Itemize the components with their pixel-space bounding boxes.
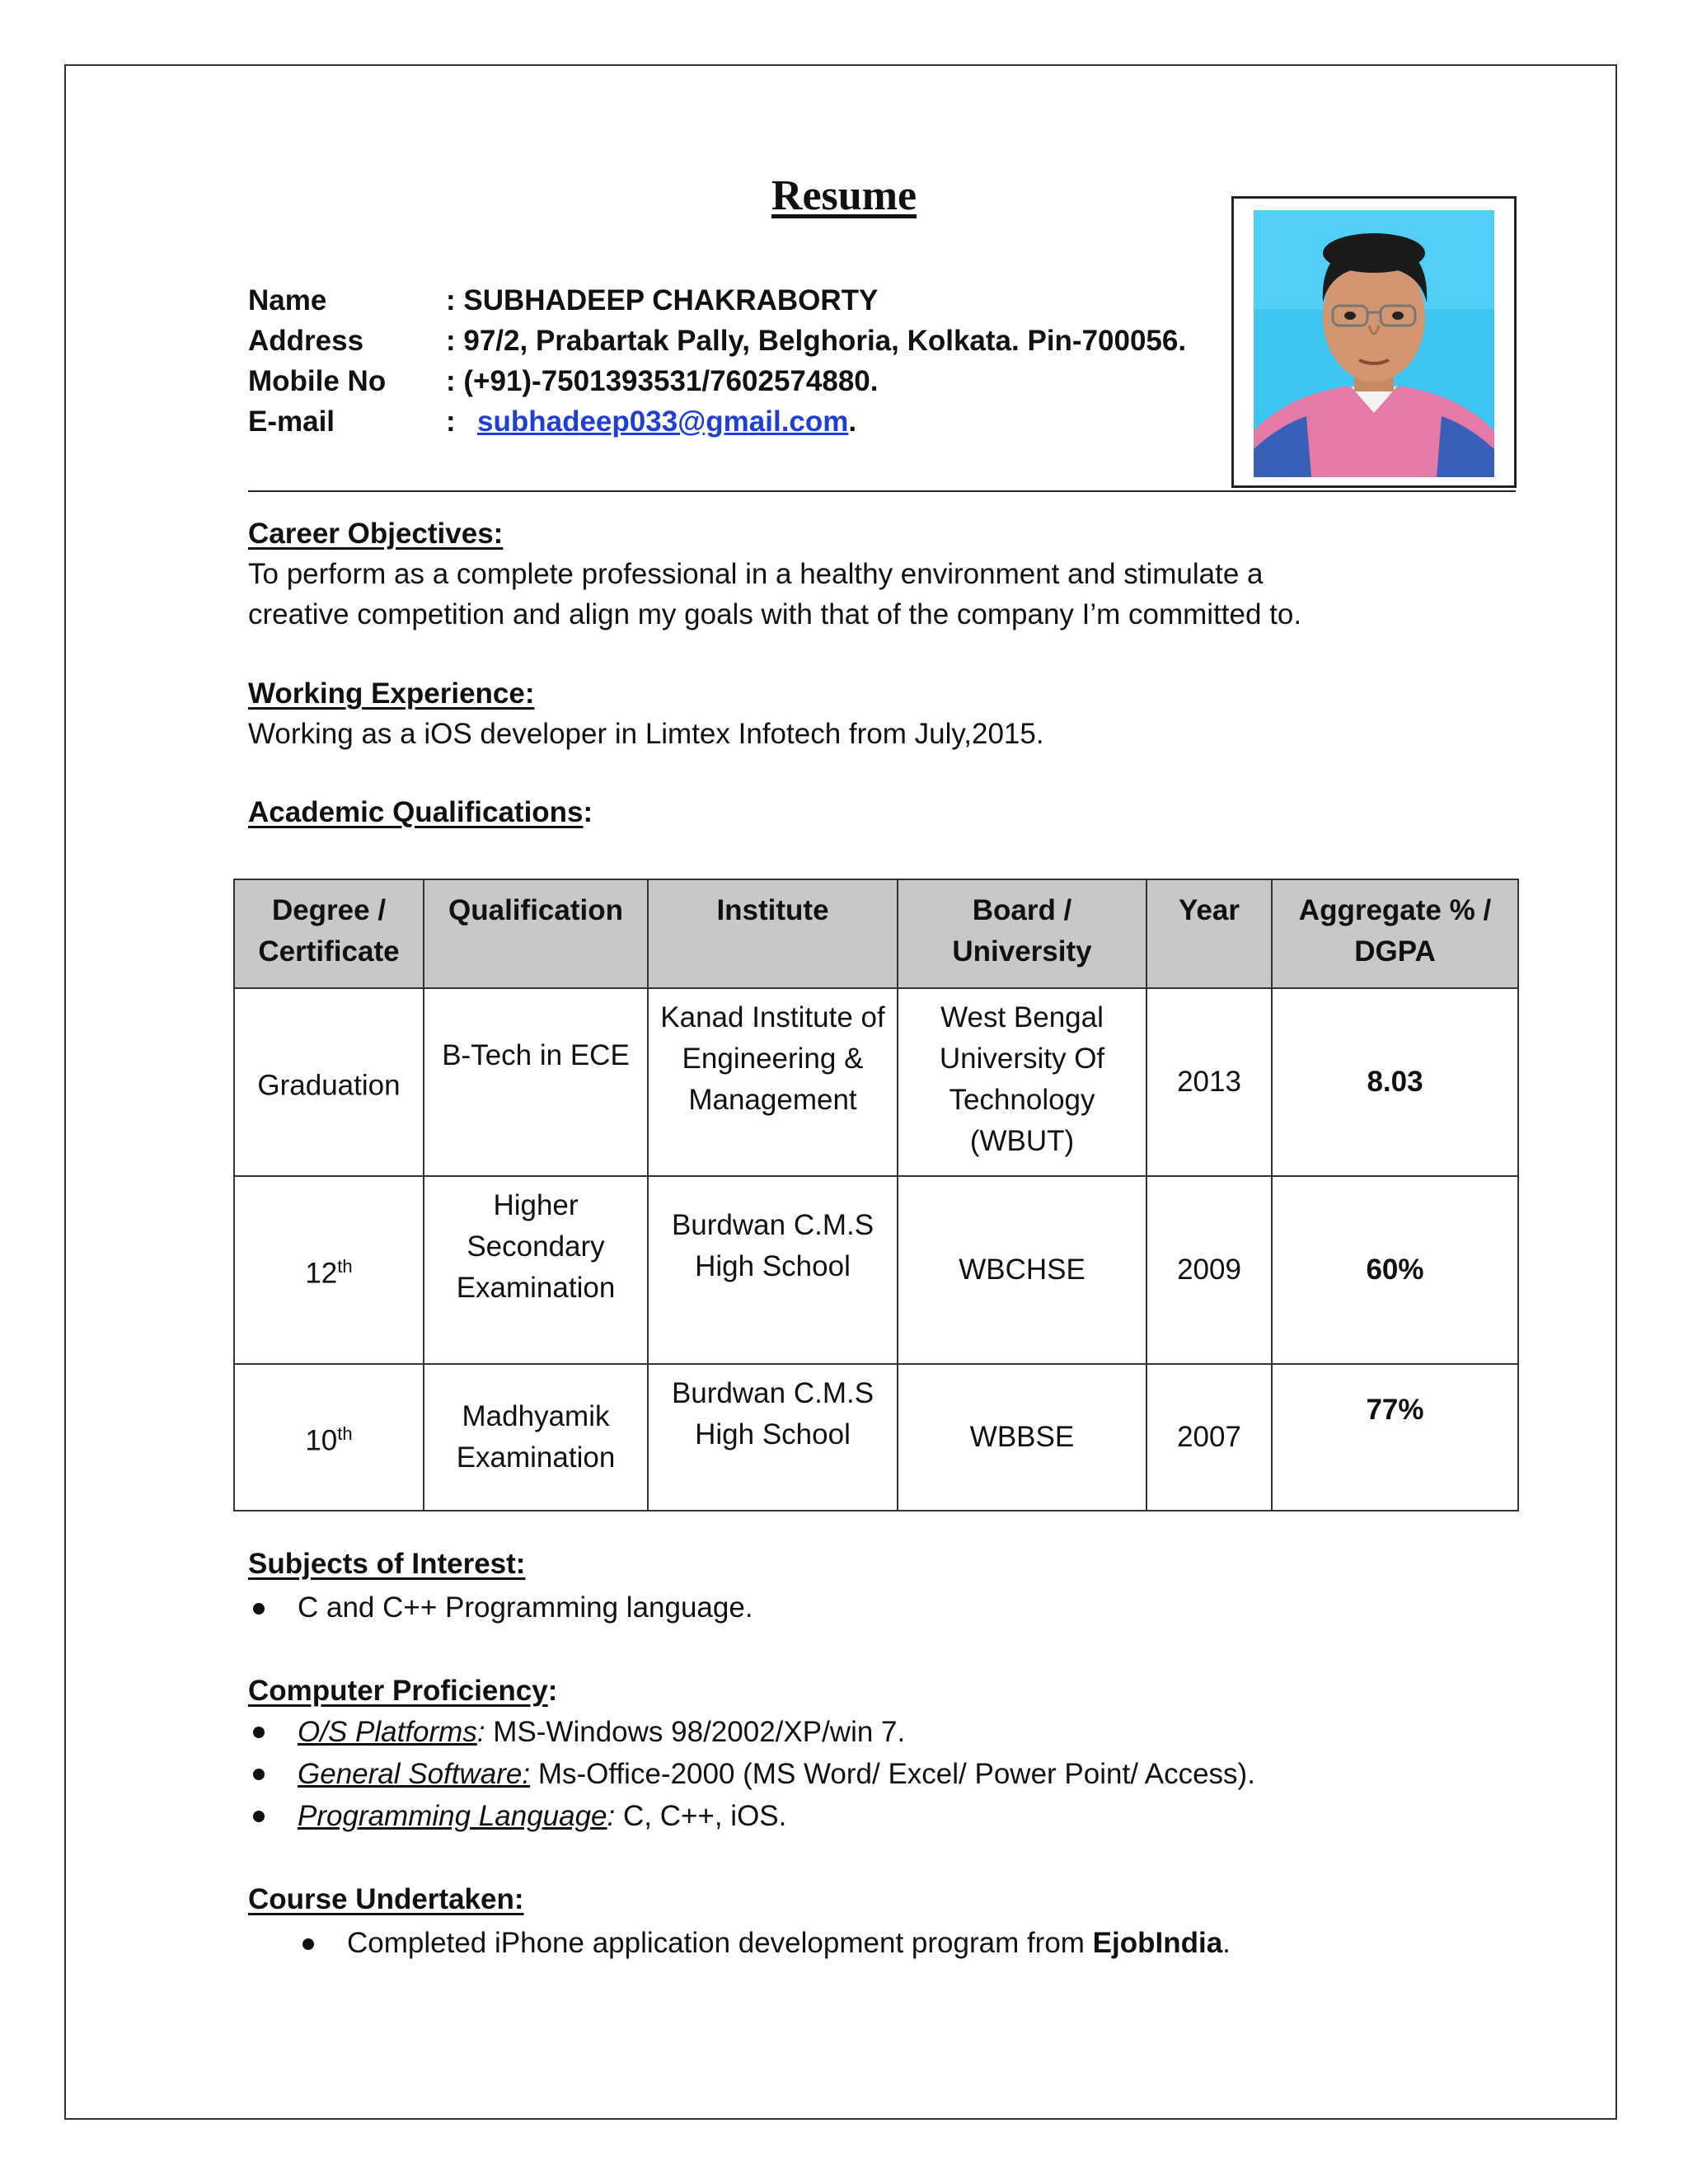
bullet-icon — [253, 1811, 265, 1822]
bullet-icon — [253, 1603, 265, 1615]
table-row — [234, 1364, 1518, 1511]
course-list — [298, 1923, 1231, 1963]
address-row — [248, 321, 1186, 361]
career-text: To perform as a complete professional in a healthy environment and stimulate a creative competition and align my goals with that of the company I’m committed to. — [248, 558, 1302, 630]
interest-list — [248, 1587, 753, 1628]
email-link[interactable]: subhadeep033@gmail.com — [477, 405, 849, 438]
cell-degree: Graduation — [234, 988, 424, 1176]
header-board: Board / University — [898, 879, 1146, 988]
bullet-icon — [302, 1938, 314, 1950]
address-value: : 97/2, Prabartak Pally, Belghoria, Kolkata. Pin-700056. — [446, 325, 1187, 357]
header-year: Year — [1146, 879, 1272, 988]
cell-board: WBBSE — [898, 1364, 1146, 1511]
interest-section — [248, 1544, 753, 1628]
personal-details — [248, 280, 1186, 442]
resume-title: Resume — [771, 172, 917, 219]
header-degree: Degree / Certificate — [234, 879, 424, 988]
academic-heading: Academic Qualifications: — [248, 796, 593, 828]
cell-degree: 10th — [234, 1364, 424, 1511]
table-row — [234, 1176, 1518, 1364]
list-item: General Software: Ms-Office-2000 (MS Word/ Excel/ Power Point/ Access). — [248, 1753, 1255, 1795]
cell-board: West Bengal University Of Technology (WBUT) — [898, 988, 1146, 1176]
email-label: E-mail — [248, 405, 335, 438]
table-row — [234, 988, 1518, 1176]
cell-aggregate: 77% — [1272, 1364, 1518, 1511]
profile-photo-image — [1254, 210, 1494, 477]
bullet-icon — [253, 1727, 265, 1738]
profile-photo — [1254, 210, 1494, 477]
cell-year: 2013 — [1146, 988, 1272, 1176]
header-institute: Institute — [648, 879, 898, 988]
list-item: C and C++ Programming language. — [248, 1587, 753, 1628]
name-row — [248, 280, 1186, 321]
name-label: Name — [248, 284, 327, 316]
email-colon: : — [446, 405, 456, 438]
academic-section — [248, 792, 593, 832]
academic-table — [233, 879, 1519, 1511]
list-item: O/S Platforms: MS-Windows 98/2002/XP/win 7. — [248, 1711, 1255, 1753]
header-divider — [248, 490, 1516, 492]
course-heading: Course Undertaken: — [248, 1883, 524, 1915]
interest-heading: Subjects of Interest: — [248, 1548, 526, 1580]
work-section — [248, 673, 1044, 754]
mobile-value: : (+91)-7501393531/7602574880. — [446, 365, 879, 397]
cell-year: 2007 — [1146, 1364, 1272, 1511]
computer-section — [248, 1671, 1255, 1837]
cell-institute: Kanad Institute of Engineering & Management — [648, 988, 898, 1176]
cell-qualification: Higher Secondary Examination — [424, 1176, 648, 1364]
cell-aggregate: 60% — [1272, 1176, 1518, 1364]
course-section — [248, 1879, 1231, 1963]
list-item: Programming Language: C, C++, iOS. — [248, 1795, 1255, 1837]
work-text: Working as a iOS developer in Limtex Infotech from July,2015. — [248, 718, 1044, 750]
header-qualification: Qualification — [424, 879, 648, 988]
cell-institute: Burdwan C.M.S High School — [648, 1364, 898, 1511]
cell-institute: Burdwan C.M.S High School — [648, 1176, 898, 1364]
email-trail: . — [848, 405, 857, 438]
computer-heading: Computer Proficiency: — [248, 1675, 558, 1707]
computer-list — [248, 1711, 1255, 1837]
list-item: Completed iPhone application development program from EjobIndia. — [298, 1923, 1231, 1963]
table-header-row — [234, 879, 1518, 988]
address-label: Address — [248, 325, 364, 357]
career-heading: Career Objectives: — [248, 518, 504, 550]
cell-board: WBCHSE — [898, 1176, 1146, 1364]
email-row — [248, 401, 1186, 442]
career-section — [248, 513, 1301, 635]
cell-qualification: B-Tech in ECE — [424, 988, 648, 1176]
work-heading: Working Experience: — [248, 677, 535, 710]
mobile-row — [248, 361, 1186, 401]
mobile-label: Mobile No — [248, 365, 387, 397]
photo-frame — [1231, 196, 1517, 488]
cell-aggregate: 8.03 — [1272, 988, 1518, 1176]
bullet-icon — [253, 1769, 265, 1780]
cell-year: 2009 — [1146, 1176, 1272, 1364]
cell-qualification: Madhyamik Examination — [424, 1364, 648, 1511]
cell-degree: 12th — [234, 1176, 424, 1364]
name-value: : SUBHADEEP CHAKRABORTY — [446, 284, 879, 316]
header-aggregate: Aggregate % / DGPA — [1272, 879, 1518, 988]
